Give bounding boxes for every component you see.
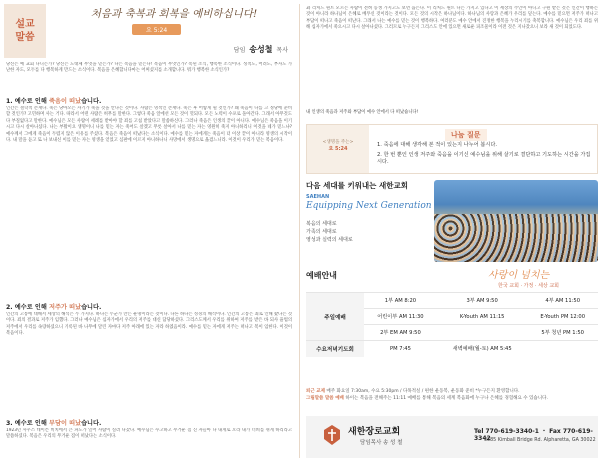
sermon-column: [0, 0, 298, 462]
question-1: 1. 죽음에 대해 생각해 본 적이 있는지 나누어 봅시다.: [377, 142, 498, 148]
schedule-cell: PM 7:45: [364, 341, 437, 357]
congregation-photo: [434, 180, 598, 262]
notices: [306, 389, 598, 402]
notice-1: [306, 389, 598, 396]
church-logo-icon: [322, 424, 342, 446]
questions-side-title: <생명을 주는>: [322, 140, 354, 145]
notice-2-label: 그림말씀 말씀 예배: [306, 395, 344, 401]
section3-body: 1923년 사우스 데이튼 비치에서 큰 파도가 일어 사람이 실려 나갔다. 예수님은 수고하고 무거운 짐 진 자들아 다 내게로 오라 내가 너희를 쉬게 하리라고 말씀하셨다. 복음은 우리의 무거운 짐이 떠났다는 소식이다.: [6, 428, 292, 440]
worship-theme: 사랑이 넘치는: [488, 270, 550, 281]
saehan-en-label: SAEHAN: [306, 194, 330, 200]
section1-body: 인간은 철학적 존재다. 죽은 당아오는 자기가 죽을 것을 안다는 것이다. 사람은 영적인 존재다. 죽은 후 어떻게 될 것인가? 왜 죽음이 나를 고 정당에 준비할 것인가? 고민하며 사는 거다. 따라서 어떤 사람은 허무를 말한다. 그렇다 죽음 앞에선 모든 것이 헛되다. 모든 노력이 수포로 돌아간다. 그래서 아무것도 다 부질없다고 말한다. 예수님은 모든 사람이 세례를 받아야 할 죄를 고침 받았다고 말씀하신다. 그러나 죽음은 인생의 끝이 아니다. 예수님은 죽음을 이기시고 다시 살아나셨다. 나는 부활이요 생명이니 나를 믿는 자는 죽어도 살겠고 무릇 살아서 나를 믿는 자는 영원히 죽지 아니하리니 이것을 네가 믿느냐? 예수께서 그에게 죽음이 두렵지 않은 이유를 주셨다. 복음은 죽음이 떠났다는 소식이다. 예수를 믿는 자에게는 죽음이 더 이상 끝이 아니라 영생의 시작이다. 내 말을 듣고 또 나 보내신 이를 믿는 자는 영생을 얻었고 심판에 이르지 아니하나니 사망에서 생명으로 옮겼느니라. 이것이 우리가 믿는 복음이다.: [6, 106, 292, 144]
section1-heading: [6, 96, 292, 105]
schedule-cell: 4부 AM 11:50: [527, 293, 598, 309]
saehan-title: 다음 세대를 키워내는 새한교회: [306, 181, 409, 190]
author-prefix: 담임: [233, 47, 246, 54]
discussion-questions: [306, 124, 598, 174]
section1-head-post: 습니다.: [81, 98, 102, 105]
tel-fax: Tel 770-619-3340-1 ・ Fax 770-619-3342: [474, 428, 593, 442]
section2-body: 인간의 고통에 대해서 세상의 해석은 두 가지다. 하나는 누군가 만든 운명이라는 것이다. 다른 하나는 성경의 해석이다. 인간의 고통은 죄로 인해 왔다는 것이다. 죄의 결과로 저주가 임했다. 그러나 예수님은 십자가에서 우리의 저주를 대신 담당하셨다. 그리스도께서 우리를 위하여 저주를 받은 바 되사 율법의 저주에서 우리를 속량하셨으니 기록된 바 나무에 달린 자마다 저주 아래에 있는 자라 하였음이라. 예수를 믿는 자에게 저주는 떠나고 복이 임한다. 이것이 복음이다.: [6, 312, 292, 337]
schedule-cell: 어린이부 AM 11:30: [364, 309, 437, 325]
questions-side-ref: 요 5:24: [328, 146, 348, 152]
saehan-vision: [306, 180, 598, 264]
pastor-name: 담임목사 송 성 철: [360, 440, 403, 446]
sermon-tag-line1: 설교: [15, 19, 35, 30]
row-label: 수요저녁기도회: [306, 341, 364, 357]
author-suffix: 목사: [276, 47, 288, 54]
author-name: 송성철: [249, 45, 273, 54]
info-column: [302, 0, 600, 462]
schedule-cell: 2부 EM AM 9:50: [364, 325, 437, 341]
notice-2: [306, 396, 598, 403]
section2-head-post: 습니다.: [81, 304, 102, 311]
schedule-cell: E-Youth PM 12:00: [527, 309, 598, 325]
schedule-row: [306, 341, 598, 357]
section3-head-post: 습니다.: [81, 420, 102, 427]
sermon-intro: 당신은 예 교회 다니는가? 당신은 도대체 무엇을 믿는가? 나는 복음을 믿는다! 복음이 무엇인가? 복된 소식, 행복한 소식이다. 성적도, 어려도, 부자도 가난한 자도, 모두를 다 행복하게 만드는 소식이다. 복음을 은혜합니다마는 어쩌셨지를 소개합니다. 뭐가 행복한 소식인가?: [6, 62, 292, 74]
section2-head-highlight: 저주가 떠났: [49, 304, 82, 311]
church-footer: [306, 416, 598, 458]
section3-head-highlight: 부담이 떠났: [49, 420, 82, 427]
church-name: 새한장로교회: [348, 427, 401, 437]
sermon-header: [4, 4, 294, 58]
sermon-title: 처음과 축복과 회복을 예비하십니다!: [90, 8, 258, 20]
saehan-line-1: 복음의 세대로: [306, 221, 337, 227]
sermon-tag: [4, 4, 46, 58]
section2-heading: [6, 302, 292, 311]
schedule-cell: K-Youth AM 11:15: [437, 309, 528, 325]
sermon-reference: 요 5:24: [132, 24, 181, 35]
saehan-en-motto: Equipping Next Generation: [306, 201, 432, 211]
question-2: 2. 한 번 뿐인 인생 저주와 죽음을 이기신 예수님을 위해 살기로 결단하고 기도하는 시간을 가집시다.: [377, 152, 591, 165]
sermon-closing: 내 인생의 죽음과 저주와 부담이 예수 안에서 다 떠났습니다!: [306, 110, 419, 115]
row-label: 주일예배: [306, 293, 364, 341]
schedule-cell: 1부 AM 8:20: [364, 293, 437, 309]
notice-1-label: 퇴근 교제: [306, 389, 325, 394]
schedule-cell: 3부 AM 9:50: [437, 293, 528, 309]
worship-theme-sub: 한국 교회 · 가정 · 세상 교회: [498, 283, 560, 289]
schedule-cell: 5부 청년 PM 1:50: [527, 325, 598, 341]
church-address: 3385 Kimball Bridge Rd. Alpharetta, GA 30022: [484, 438, 596, 443]
worship-title: 예배안내: [306, 271, 337, 280]
schedule-cell: [437, 325, 528, 341]
worship-schedule: [306, 292, 598, 357]
sermon-author: [234, 44, 288, 55]
section2-head-pre: 2. 예수로 인해: [6, 304, 50, 311]
saehan-line-2: 가족의 세대로: [306, 229, 337, 235]
questions-title: 나눔 질문: [445, 129, 487, 141]
notice-1-text: 매주 화요일 7:30am, 수요 5:30pm / 다목적실 / 편한 운동복, 운동화 준비 *누구든지 환영합니다.: [326, 389, 520, 394]
section3-heading: [6, 418, 292, 427]
section1-head-highlight: 죽음이 떠났: [49, 98, 82, 105]
schedule-cell: 새벽예배(월-토) AM 5:45: [437, 341, 528, 357]
section3-head-pre: 3. 예수로 인해: [6, 420, 50, 427]
saehan-line-3: 영성과 실력의 세대로: [306, 237, 353, 243]
section1-head-pre: 1. 예수로 인해: [6, 98, 50, 105]
column-divider: [299, 4, 300, 458]
sermon-tag-line2: 말씀: [15, 32, 35, 43]
notice-2-text: 하이는 복음을 전해주는 11:11 예배를 통해 복음의 세계 복음화에 누구나 은혜를 경험해요 수 있습니다.: [345, 395, 548, 401]
sermon-continued: 3) 리처드 원트 모르는 사람이 전혀 동생 가지고도 보면 돕는다. 이 리처드 원트 나는 가지고 있다고 이 세상의 주인이 아니고 구원 받는 것은 인간이 행하는 것이 아니라 하나님이 은혜로 베푸신 것이라는 것이다. 모든 것의 시작은 하나님이다. 하나님의 사랑과 은혜가 우리를 덮는다. 예수를 믿으면 저주가 떠나고 부담이 떠나고 죽음이 떠난다. 그래서 나는 예수를 믿는 것이 행복하다. 여러분도 예수 안에서 진정한 행복을 누리시기를 축복합니다. 예수님은 우리 죄를 위해 십자가에서 죽으시고 다시 살아나셨다. 그러므로 누구든지 그리스도 안에 있으면 새로운 피조물이라 이전 것은 지나갔으니 보라 새 것이 되었도다.: [306, 6, 598, 31]
questions-side: [307, 125, 369, 173]
schedule-cell: [527, 341, 598, 357]
schedule-row: [306, 293, 598, 309]
